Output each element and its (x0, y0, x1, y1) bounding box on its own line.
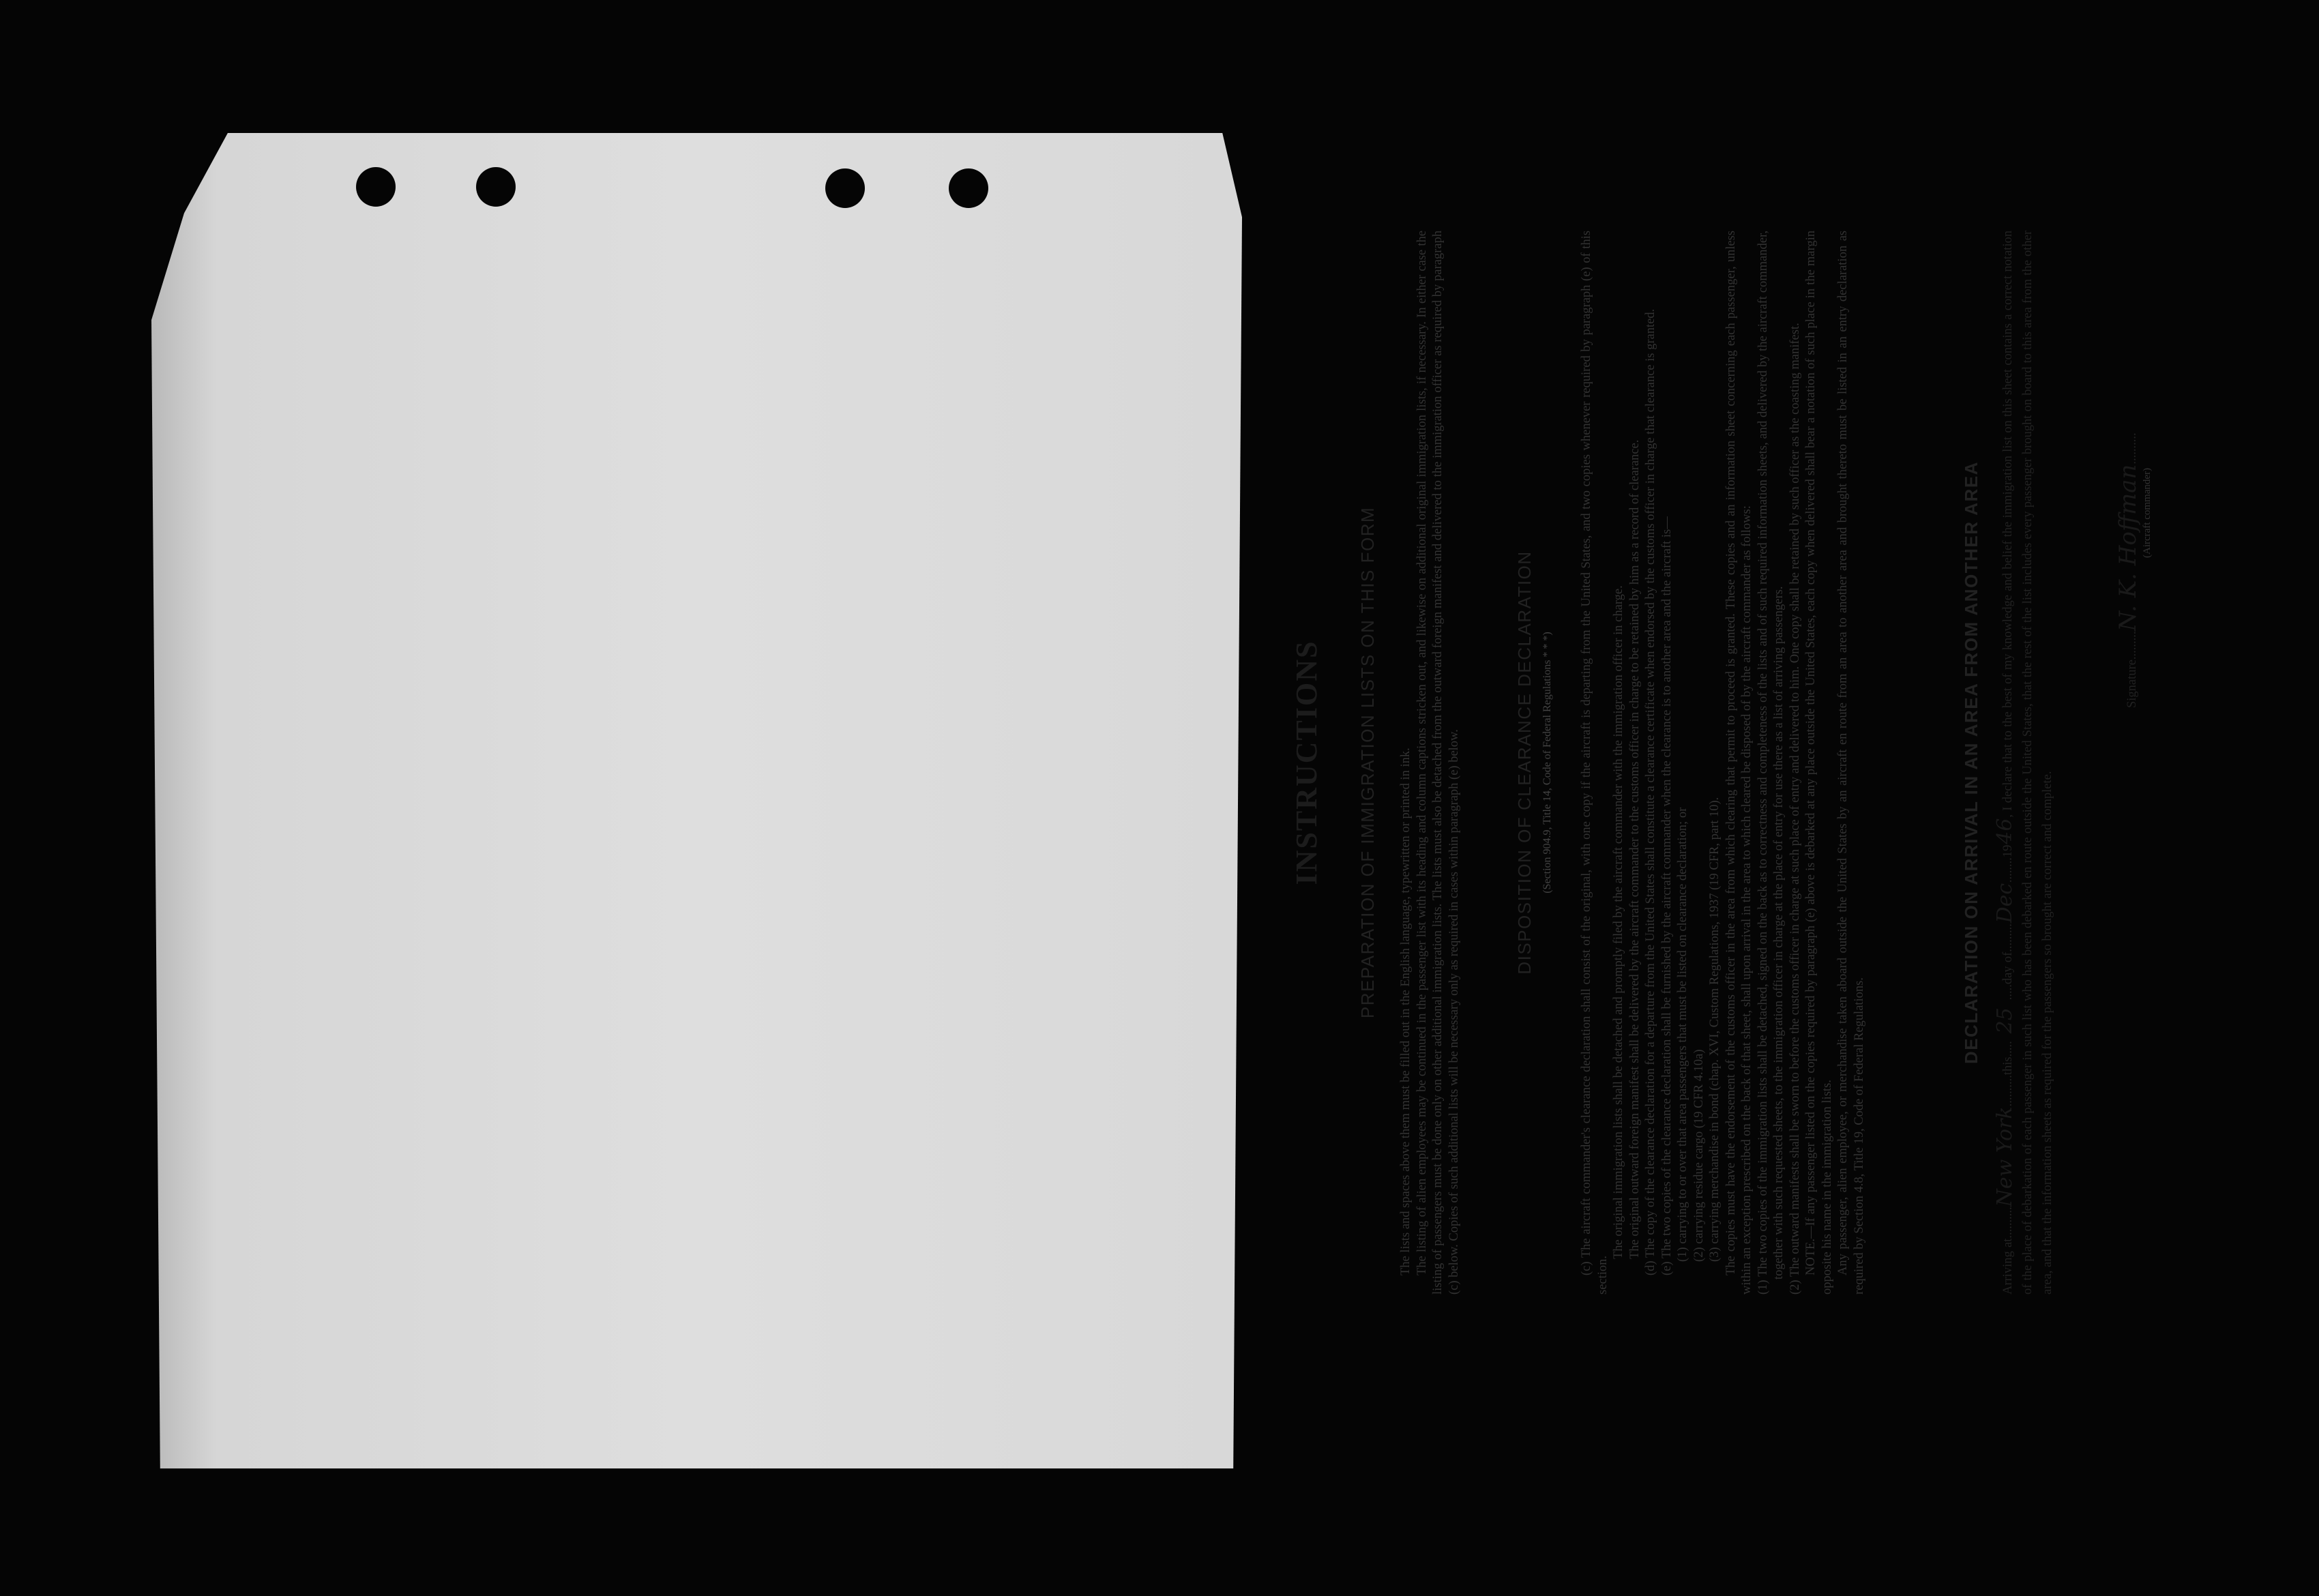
punch-hole-4 (949, 168, 988, 208)
clearance-n2: (2) The outward manifests shall be sworn to before the customs officer in charge at such place of entry and delivered to him. One copy shall be retained by such officer as the coasting manifest. (1788, 323, 1802, 1295)
punch-hole-3 (825, 168, 865, 208)
clearance-text (1579, 231, 1867, 1295)
arriving-place-field[interactable]: New York (1993, 1106, 2017, 1207)
preparation-text (1398, 231, 1462, 1295)
clearance-copies: The copies must have the endorsement of the customs officer in the area from which clearing that permit to proceed is granted. These copies and an information sheet concerning each passenger, unless within an exception prescribed on the back of that sheet, shall upon arrival in the area to which cleared be disposed of by the aircraft commander as follows: (1724, 231, 1754, 1295)
declaration-text: Arriving at..........New York..........this.....25.....day of.........Dec........1946, I declare that to the best of my knowledge and belief the immigration list on this sheet contains a correct notation of the place of debarkation of each passenger in such list who has been debarked en route outside the United States, that the rest of the list includes every passenger brought on board to this area from the other area, and that the information sheets as required for the passengers so brought are correct and complete. (1993, 230, 2054, 1295)
signature-field[interactable]: N. K. Hoffman (2114, 464, 2142, 632)
signature-block: Signature.........N. K. Hoffman.......... (Aircraft commander) (2114, 285, 2153, 708)
clearance-note: NOTE.—If any passenger listed on the copies required by paragraph (e) above is debarked at any place outside the United States, each copy when delivered shall bear a notation of such place in the margin opposite his name in the immigration lists. (1804, 231, 1834, 1295)
preparation-p1: The lists and spaces above them must be filled out in the English language, typewritten or printed in ink. (1399, 748, 1413, 1275)
punch-hole-1 (356, 167, 396, 207)
clearance-c2: The original immigration lists shall be detached and promptly filed by the aircraft commander with the immigration officer in charge. (1612, 585, 1625, 1259)
clearance-citation: (Section 904.9, Title 14, Code of Federal Regulations * * *) (1541, 632, 1553, 893)
clearance-n1: (1) The two copies of the immigration lists shall be detached, signed on the back as to correctness and completeness of the lists and of such required information sheets, and delivered by the aircraft commander, together with such requested sheets, to the immigration officer in charge at the place of entry for use there as a list of arriving passengers. (1756, 231, 1786, 1295)
day-field[interactable]: 25 (1993, 1007, 2017, 1034)
day-of-label: day of (2001, 951, 2015, 985)
clearance-e2: (2) carrying residue cargo (19 CFR 4.10a) (1692, 1049, 1706, 1262)
clearance-c: (c) The aircraft commander's clearance declaration shall consist of the original, with one copy if the aircraft is departing from the United States, and two copies whenever required by paragraph (e) of this section. (1580, 231, 1610, 1295)
clearance-e1: (1) carrying to or over that area passengers that must be listed on clearance declaration; or (1676, 807, 1689, 1262)
this-label: this (2001, 1056, 2015, 1076)
form-sheet (151, 133, 1242, 1468)
rotated-form-content (1255, 231, 2319, 1295)
clearance-e3: (3) carrying merchandise in bond (chap. XVI, Custom Regulations, 1937 (19 CFR, part 10). (1708, 797, 1722, 1262)
clearance-c3: The original outward foreign manifest shall be delivered by the aircraft commander to the customs officer in charge to be retained by him as a record of clearance. (1627, 439, 1642, 1259)
signature-label: Signature (2125, 660, 2139, 708)
clearance-heading: DISPOSITION OF CLEARANCE DECLARATION (1514, 550, 1535, 975)
declaration-heading: DECLARATION ON ARRIVAL IN AN AREA FROM ANOTHER AREA (1961, 461, 1981, 1064)
preparation-p2: The listing of alien employees may be continued in the passenger list with its heading and column captions stricken out, and likewise on additional original immigration lists, if necessary. In either case the listing of passengers must be done only on other additional immigration lists. The lists must also be detached from the outward foreign manifest and delivered to the immigration officer as required by paragraph (c) below. Copies of such additional lists will be necessary only as required in cases within paragraph (e) below. (1415, 231, 1461, 1295)
clearance-d: (d) The copy of the clearance declaration for a departure from the United States shall constitute a clearance certificate when endorsed by the customs officer in charge that clearance is granted. (1644, 308, 1657, 1275)
month-field[interactable]: Dec (1993, 883, 2017, 923)
punch-hole-2 (476, 167, 516, 207)
declaration-body: I declare that to the best of my knowledge and belief the immigration list on this sheet contains a correct notation of the place of debarkation of each passenger in such list who has been debarked en route outside the United States, that the rest of the list includes every passenger brought on board to this area from the other area, and that the information sheets as required for the passengers so brought are correct and complete. (2001, 230, 2054, 1295)
year-prefix: 19 (2001, 844, 2015, 858)
preparation-heading: PREPARATION OF IMMIGRATION LISTS ON THIS FORM (1357, 506, 1378, 1019)
year-field[interactable]: 46 (1993, 818, 2017, 844)
signature-role: (Aircraft commander) (2142, 467, 2153, 558)
clearance-any: Any passenger, alien employee, or merchandise taken aboard outside the United States by an aircraft en route from an area to another area and brought thereto must be listed in an entry declaration as required by Section 4.8, Title 19, Code of Federal Regulations. (1836, 231, 1866, 1295)
arriving-label: Arriving at (2001, 1238, 2015, 1295)
clearance-e: (e) The two copies of the clearance declaration shall be furnished by the aircraft commander when the clearance is to another area and the aircraft is— (1659, 516, 1674, 1275)
form-title: INSTRUCTIONS (1290, 640, 1323, 885)
